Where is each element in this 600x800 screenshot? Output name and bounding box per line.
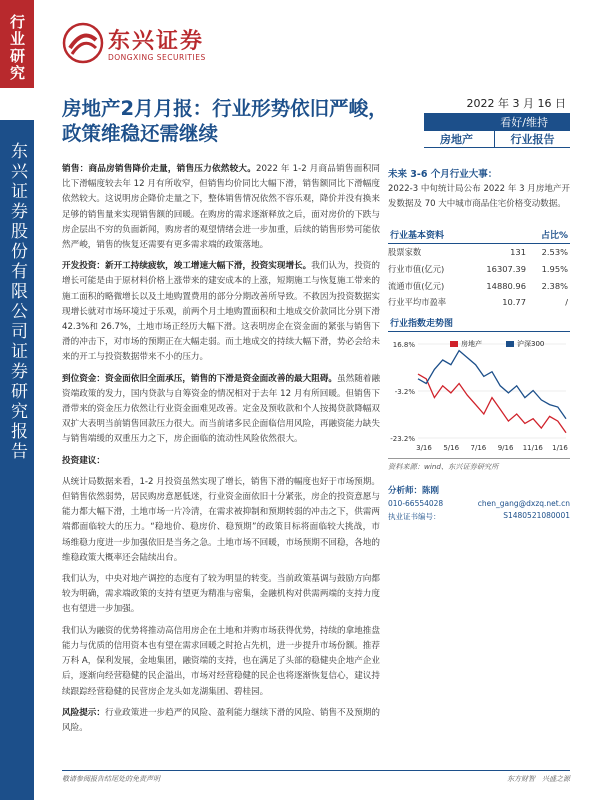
x-tick-label: 3/16 [416,444,432,453]
legend-label: 房地产 [461,340,482,349]
analyst-cert [388,511,570,522]
tag-sector: 房地产 [440,133,473,146]
sidebar-company: 东兴证券股份有限公司证券研究报告 [0,120,34,800]
logo-en: DONGXING SECURITIES [108,53,206,62]
table-row: 股票家数 131 2.53% [388,247,568,257]
main-text [62,162,380,742]
series-line-0 [418,374,566,433]
x-tick-label: 7/16 [470,444,487,453]
rating-bar [424,114,570,131]
logo [62,22,206,64]
sidebar [0,0,34,800]
table-row: 行业平均市盈率 10.77 / [388,297,568,308]
report-title: 房地产2月月报：行业形势依旧严峻，政策维稳还需继续 [62,97,388,145]
x-tick-label: 1/16 [552,444,568,453]
future-events-title: 未来 3-6 个月行业大事： [388,169,498,180]
basic-data-col: 占比% [540,231,568,241]
index-chart [388,334,570,456]
y-tick-label: 16.8% [392,341,415,350]
basic-data-title: 行业基本资料 [390,231,445,241]
y-tick-label: -3.2% [394,388,415,397]
index-chart-svg [388,334,570,456]
chart-title: 行业指数走势图 [388,315,570,332]
chart-source: 资料来源：wind、东兴证券研究所 [388,458,570,472]
paragraph: 我们认为，中央对地产调控的态度有了较为明显的转变。当前政策基调与鼓励方向都较为明确，需求端政策的支持有望更为精准与密集，金融机构对供需两端的支持力度也有望进一步加强。 [62,574,380,615]
paragraph: 销售：商品房销售降价走量，销售压力依然较大。2022 年 1-2 月商品销售面积同比下滑幅度较去年 12 月有所收窄，但销售均价同比大幅下滑，销售额同比下滑幅度依然较大。这说明房企降价走量之下，整体销售情况依然不容乐观，降价并没有换来足够的销售量来实现销售额的回暖。在购房的需求逐渐释放之后，面对房价的下跌与房企层出不穷的负面新闻，购房者的观望情绪会进一步加重，后续的销售形势可能依然严峻，销售的恢复还需要有更多需求端的政策落地。 [62,164,380,251]
x-tick-label: 9/16 [497,444,514,453]
analyst-name: 陈刚 [422,486,440,497]
paragraph: 风险提示：行业政策进一步趋严的风险、盈利能力继续下滑的风险、销售不及预期的风险。 [62,707,380,733]
footer-disclaimer: 敬请参阅报告结尾处的免责声明 [62,775,160,783]
paragraph: 到位资金：资金面依旧全面承压，销售的下滑是资金面改善的最大阻碍。虽然随着融资端政策的发力，国内贷款与自筹资金的情况相对于去年 12 月有所回暖。但销售下滑带来的资金压力依然让行业资金面难见改善。定金及预收款和个人按揭贷款降幅双双扩大表明当前销售回款压力很大。而当前诸多民企面临信用风险，再融资能力缺失与销售端缓的双重压力之下，房企面临的流动性风险依然很大。 [62,373,380,445]
analyst-phone: 010-66554028 [388,499,444,509]
report-meta [424,95,570,148]
legend-swatch [506,341,514,347]
analyst-label: 分析师： [388,486,423,497]
analyst-email[interactable]: chen_gang@dxzq.net.cn [477,499,570,509]
x-tick-label: 5/16 [443,444,460,453]
legend-swatch [450,341,458,347]
y-tick-label: -23.2% [390,435,415,444]
cert-label: 执业证书编号： [388,512,441,522]
paragraph: 投资建议： [62,455,105,466]
sidebar-category: 行业研究 [0,0,34,88]
logo-cn: 东兴证券 [108,29,205,54]
report-date: 2022 年 3 月 16 日 [424,95,570,114]
x-tick-label: 11/16 [522,444,543,453]
footer [62,770,570,784]
table-row: 流通市值(亿元) 14880.96 2.38% [388,280,568,291]
right-column [388,166,570,522]
analyst [388,484,570,496]
legend-label: 沪深300 [517,340,545,349]
paragraph: 从统计局数据来看，1-2 月投资虽然实现了增长，销售下滑的幅度也好于市场预期。但销售依然弱势，居民购房意愿低迷，行业资金面依旧十分紧张，房企的投资意愿与能力都大幅下滑，土地市场一片冷清，在需求被抑制和预期转弱的冲击之下，供需两端都面临较大的压力。“稳地价、稳房价、稳预期”的政策目标将面临较大挑战，市场维稳力度进一步加强依旧是当务之急。土地市场不回暖，市场预期不回稳，各地的维稳政策大概率还会陆续出台。 [62,476,380,563]
basic-data-header [388,227,570,244]
future-events-text: 2022-3 中旬统计局公布 2022 年 3 月房地产开发数据及 70 大中城市商品住宅价格变动数据。 [388,184,570,209]
dongxing-logo-icon [62,22,104,64]
paragraph: 我们认为融资的优势将推动高信用房企在土地和并购市场获得优势，持续的拿地推盘能力与优质的信用资本也有望在需求回暖之时抢占先机，进一步提升市场份额。推荐万科 A，保利发展，金地集团，融资端的支持，也在满足了头部的稳健央企地产企业后，逐渐向经营稳健的民企溢出，市场对经营稳健的民企也将逐渐恢复信心，建议持续跟踪经营稳健的民营房企龙头如龙湖集团、碧桂园。 [62,625,380,697]
cert-number: S1480521080001 [503,511,570,521]
analyst-contact [388,499,570,508]
paragraph: 开发投资：新开工持续疲软，竣工增速大幅下滑，投资实现增长。我们认为，投资的增长可能是由于原材料价格上涨带来的建安成本的上涨，短期施工与恢复施工带来的施工面积的略微增长以及土地购置费用的部分分期改善所导致。不救因为投资数据实现增长就对市场环境过于乐观，前两个月土地购置面积和土地成交价款同比分别下滑 42.3%和 26.7%，土地市场正经历大幅下滑。这表明房企在资金面的紧张与销售下滑的冲击下，对市场的预期正在大幅走弱。而土地成交的持续大幅下滑，势必会给未来的开工与投资数据带来不小的压力。 [62,261,380,363]
tag-type: 行业报告 [494,131,570,147]
series-line-1 [418,351,566,419]
rating: 看好/维持 [500,116,548,129]
footer-slogan: 东方财智 兴盛之源 [507,775,570,783]
table-row: 行业市值(亿元) 16307.39 1.95% [388,263,568,274]
report-tags [424,131,570,148]
